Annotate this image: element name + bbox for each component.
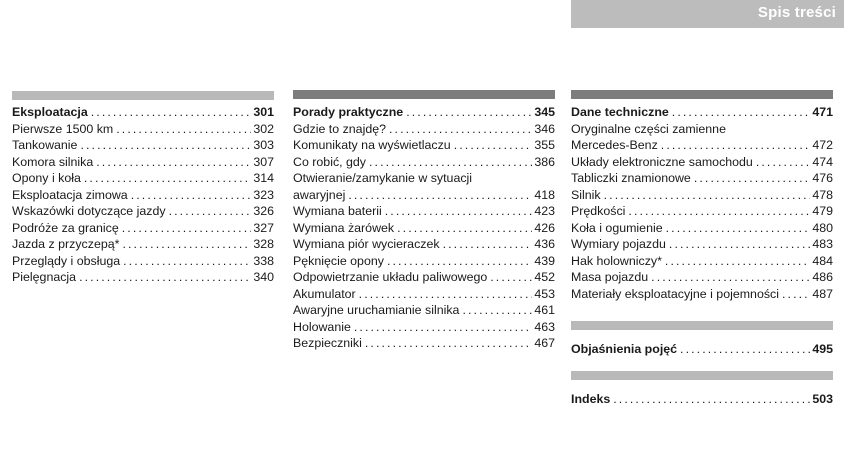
toc-dot-leader <box>122 236 251 253</box>
toc-entry-label: Tabliczki znamionowe <box>571 171 691 185</box>
toc-dot-leader <box>389 121 532 138</box>
toc-list-three <box>571 104 833 302</box>
toc-entry-label: Pęknięcie opony <box>293 253 384 268</box>
toc-entry-page-number: 423 <box>534 204 555 218</box>
toc-dot-leader <box>651 269 810 286</box>
toc-list-one <box>12 104 274 286</box>
toc-entry-label: Wymiana baterii <box>293 204 382 218</box>
toc-entry[interactable] <box>571 220 833 237</box>
toc-entry-page-number: 461 <box>534 303 555 317</box>
toc-dot-leader <box>661 137 811 154</box>
toc-entry[interactable] <box>293 187 555 204</box>
toc-dot-leader <box>122 220 252 237</box>
toc-entry-label: Pierwsze 1500 km <box>12 121 114 136</box>
toc-entry[interactable] <box>571 341 833 358</box>
toc-entry-page-number: 484 <box>812 253 833 268</box>
toc-entry-label: Mercedes-Benz <box>571 138 658 152</box>
toc-entry-page-number: 303 <box>253 138 274 152</box>
toc-dot-leader <box>462 302 532 319</box>
toc-entry-page-number: 478 <box>812 187 833 202</box>
toc-dot-leader <box>443 236 533 253</box>
toc-entry[interactable] <box>571 154 833 171</box>
toc-dot-leader <box>123 253 251 270</box>
toc-dot-leader <box>96 154 251 171</box>
toc-entry-label: Dane techniczne <box>571 105 669 119</box>
toc-entry[interactable] <box>571 187 833 204</box>
toc-entry[interactable] <box>293 170 555 187</box>
toc-entry-page-number: 426 <box>534 220 555 235</box>
toc-dot-leader <box>613 391 810 408</box>
toc-entry[interactable] <box>293 269 555 286</box>
toc-list-two <box>293 104 555 352</box>
toc-dot-leader <box>680 341 810 358</box>
toc-entry-page-number: 486 <box>812 270 833 284</box>
toc-entry-label: Odpowietrzanie układu paliwowego <box>293 270 488 284</box>
toc-entry-page-number: 346 <box>534 121 555 136</box>
toc-entry[interactable] <box>293 203 555 220</box>
toc-entry-page-number: 338 <box>253 253 274 268</box>
toc-dot-leader <box>369 154 532 171</box>
toc-entry-page-number: 476 <box>812 171 833 185</box>
toc-entry-label: Akumulator <box>293 286 356 301</box>
toc-dot-leader <box>782 286 810 303</box>
toc-entry-label: Indeks <box>571 392 611 406</box>
toc-dot-leader <box>169 203 252 220</box>
toc-entry[interactable] <box>12 137 274 154</box>
toc-dot-leader <box>80 137 251 154</box>
toc-entry[interactable] <box>293 137 555 154</box>
toc-entry[interactable] <box>571 203 833 220</box>
toc-entry-page-number: 472 <box>812 138 833 152</box>
toc-entry-page-number: 418 <box>534 187 555 202</box>
toc-entry-page-number: 474 <box>812 154 833 169</box>
toc-dot-leader <box>84 170 251 187</box>
toc-entry-page-number: 452 <box>534 270 555 284</box>
toc-entry-page-number: 314 <box>253 171 274 185</box>
toc-entry[interactable] <box>12 269 274 286</box>
toc-entry-page-number: 302 <box>253 121 274 136</box>
toc-entry[interactable] <box>571 269 833 286</box>
toc-entry-label: Komora silnika <box>12 154 94 169</box>
toc-entry-page-number: 326 <box>253 204 274 218</box>
toc-dot-leader <box>490 269 532 286</box>
toc-entry-label: Wymiary pojazdu <box>571 237 666 251</box>
toc-column-one <box>12 0 274 456</box>
toc-entry-label: Holowanie <box>293 319 351 334</box>
toc-entry-page-number: 340 <box>253 270 274 284</box>
toc-entry[interactable] <box>12 170 274 187</box>
section-rule-objasnienia <box>571 321 833 330</box>
toc-dot-leader <box>694 170 810 187</box>
toc-entry-label: Pielęgnacja <box>12 270 77 284</box>
toc-entry-page-number: 471 <box>812 105 833 119</box>
toc-entry-page-number: 355 <box>534 138 555 152</box>
toc-entry[interactable] <box>571 170 833 187</box>
toc-dot-leader <box>365 335 532 352</box>
toc-entry-page-number: 439 <box>534 253 555 268</box>
toc-entry[interactable] <box>571 286 833 303</box>
toc-entry[interactable] <box>293 104 555 121</box>
toc-dot-leader <box>397 220 532 237</box>
toc-entry[interactable] <box>12 121 274 138</box>
toc-entry-page-number: 495 <box>812 342 833 356</box>
toc-dot-leader <box>454 137 533 154</box>
toc-entry[interactable] <box>293 121 555 138</box>
toc-entry-page-number: 386 <box>534 154 555 169</box>
toc-dot-leader <box>387 253 532 270</box>
toc-entry-label: Podróże za granicę <box>12 220 119 235</box>
toc-entry-page-number: 503 <box>812 392 833 406</box>
toc-entry-page-number: 327 <box>253 220 274 235</box>
toc-entry[interactable] <box>571 391 833 408</box>
toc-entry[interactable] <box>571 104 833 121</box>
toc-entry-label: Wymiana piór wycieraczek <box>293 237 440 251</box>
toc-dot-leader <box>354 319 532 336</box>
toc-entry-label: Jazda z przyczepą* <box>12 237 120 251</box>
section-rule-indeks <box>571 371 833 380</box>
toc-entry-label: Hak holowniczy* <box>571 253 662 268</box>
toc-entry-label: Gdzie to znajdę? <box>293 121 386 136</box>
toc-column-three <box>571 0 833 456</box>
toc-entry-label: Otwieranie/zamykanie w sytuacji <box>293 171 473 185</box>
toc-entry-label: Wskazówki dotyczące jazdy <box>12 204 166 218</box>
toc-entry-label: Przeglądy i obsługa <box>12 253 121 268</box>
toc-entry[interactable] <box>12 236 274 253</box>
toc-entry-label: Awaryjne uruchamianie silnika <box>293 303 460 317</box>
toc-entry-label: Układy elektroniczne samochodu <box>571 154 753 169</box>
toc-entry-label: Oryginalne części zamienne <box>571 121 726 136</box>
toc-column-two <box>293 0 555 456</box>
section-rule-dane-techniczne <box>571 90 833 99</box>
toc-entry-label: Komunikaty na wyświetlaczu <box>293 138 451 152</box>
toc-entry[interactable] <box>571 236 833 253</box>
toc-dot-leader <box>79 269 251 286</box>
toc-entry[interactable] <box>571 121 833 138</box>
toc-entry-label: Materiały eksploatacyjne i pojemności <box>571 286 779 301</box>
toc-entry[interactable] <box>293 253 555 270</box>
toc-entry-label: Co robić, gdy <box>293 154 367 169</box>
toc-dot-leader <box>666 220 811 237</box>
toc-dot-leader <box>131 187 252 204</box>
toc-entry-page-number: 345 <box>534 105 555 119</box>
toc-dot-leader <box>604 187 811 204</box>
toc-list-glossary <box>571 341 833 358</box>
toc-entry-label: Eksploatacja <box>12 105 88 119</box>
toc-dot-leader <box>672 104 811 121</box>
toc-entry-page-number: 467 <box>534 336 555 350</box>
toc-dot-leader <box>91 104 252 121</box>
toc-entry-label: Objaśnienia pojęć <box>571 342 678 356</box>
toc-entry[interactable] <box>571 137 833 154</box>
toc-entry-page-number: 323 <box>253 187 274 202</box>
toc-entry[interactable] <box>293 220 555 237</box>
toc-entry[interactable] <box>293 302 555 319</box>
toc-dot-leader <box>348 187 532 204</box>
toc-entry-label: Koła i ogumienie <box>571 220 663 235</box>
toc-dot-leader <box>406 104 532 121</box>
toc-entry-label: Wymiana żarówek <box>293 220 395 235</box>
section-rule-exploatacja <box>12 91 274 100</box>
toc-entry-label: Bezpieczniki <box>293 336 362 350</box>
toc-entry-label: Masa pojazdu <box>571 270 649 284</box>
toc-entry[interactable] <box>293 335 555 352</box>
toc-entry-page-number: 436 <box>534 237 555 251</box>
toc-entry-label: Porady praktyczne <box>293 105 404 119</box>
toc-entry[interactable] <box>12 203 274 220</box>
section-rule-porady <box>293 90 555 99</box>
toc-entry[interactable] <box>293 154 555 171</box>
toc-dot-leader <box>669 236 810 253</box>
toc-dot-leader <box>116 121 251 138</box>
toc-entry[interactable] <box>12 253 274 270</box>
toc-entry[interactable] <box>12 220 274 237</box>
toc-list-index <box>571 391 833 408</box>
toc-entry-label: Silnik <box>571 187 601 202</box>
toc-entry-page-number: 463 <box>534 319 555 334</box>
toc-dot-leader <box>756 154 810 171</box>
toc-entry[interactable] <box>12 154 274 171</box>
toc-entry[interactable] <box>293 286 555 303</box>
toc-entry[interactable] <box>571 253 833 270</box>
toc-entry[interactable] <box>293 319 555 336</box>
page-title: Spis treści <box>757 4 836 21</box>
toc-entry-page-number: 328 <box>253 237 274 251</box>
toc-entry-page-number: 480 <box>812 220 833 235</box>
toc-entry[interactable] <box>12 187 274 204</box>
toc-dot-leader <box>628 203 810 220</box>
toc-dot-leader <box>359 286 533 303</box>
toc-entry-label: awaryjnej <box>293 187 346 202</box>
toc-entry[interactable] <box>293 236 555 253</box>
toc-dot-leader <box>385 203 533 220</box>
toc-entry-label: Tankowanie <box>12 138 78 152</box>
toc-entry-page-number: 479 <box>812 204 833 218</box>
toc-entry-page-number: 307 <box>253 154 274 169</box>
toc-entry-page-number: 301 <box>253 105 274 119</box>
toc-entry-page-number: 487 <box>812 286 833 301</box>
toc-entry-page-number: 453 <box>534 286 555 301</box>
toc-entry-page-number: 483 <box>812 237 833 251</box>
toc-entry-label: Eksploatacja zimowa <box>12 187 128 202</box>
toc-entry-label: Opony i koła <box>12 171 81 185</box>
toc-entry[interactable] <box>12 104 274 121</box>
toc-entry-label: Prędkości <box>571 204 626 218</box>
toc-dot-leader <box>665 253 810 270</box>
